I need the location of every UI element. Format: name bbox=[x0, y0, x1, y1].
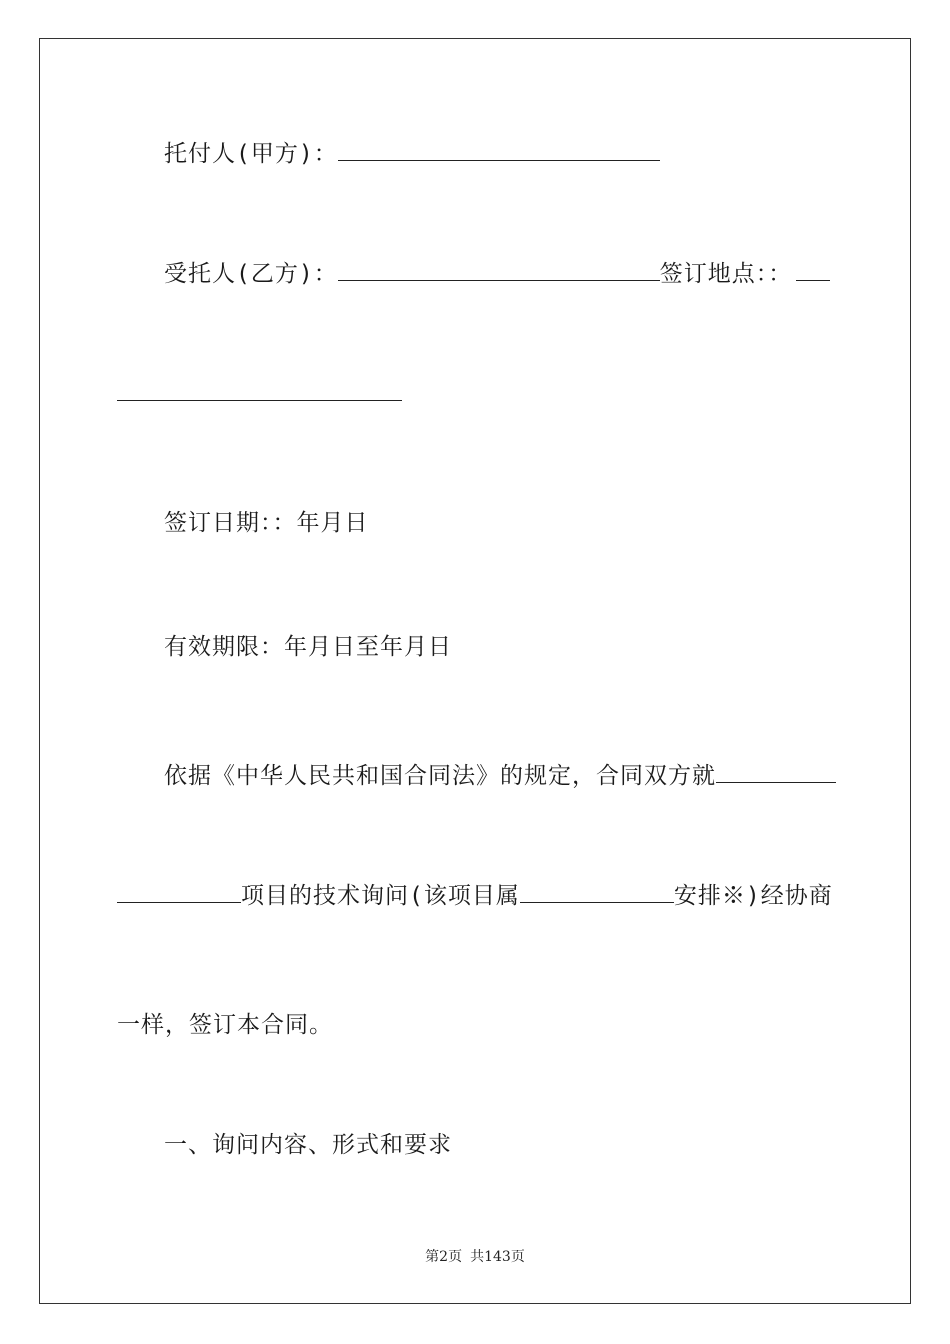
page-number: 第2页 bbox=[425, 1249, 463, 1265]
legal-basis-line bbox=[164, 760, 836, 791]
client-party-label: 托付人(甲方)： bbox=[164, 141, 338, 167]
legal-basis-text: 依据《中华人民共和国合同法》的规定，合同双方就 bbox=[164, 763, 716, 789]
project-plan-blank[interactable] bbox=[520, 880, 674, 903]
trustee-party-line bbox=[164, 258, 830, 289]
sign-date-line: 签订日期：：年月日 bbox=[164, 510, 369, 536]
project-name-blank-start[interactable] bbox=[716, 760, 836, 783]
client-party-line bbox=[164, 138, 660, 169]
project-text: 项目的技术询问(该项目属 bbox=[241, 883, 520, 909]
client-party-blank[interactable] bbox=[338, 138, 660, 161]
validity-period-line: 有效期限：年月日至年月日 bbox=[164, 634, 452, 660]
trustee-party-label: 受托人(乙方)： bbox=[164, 261, 338, 287]
total-pages: 共143页 bbox=[470, 1249, 525, 1265]
project-line bbox=[117, 880, 833, 911]
sign-place-blank[interactable] bbox=[117, 378, 402, 401]
sign-place-label: 签订地点：： bbox=[659, 261, 793, 287]
project-plan-text: 安排※)经协商 bbox=[673, 883, 833, 909]
page-footer bbox=[0, 1246, 950, 1266]
agreement-line: 一样，签订本合同。 bbox=[117, 1012, 333, 1038]
page-frame bbox=[39, 38, 911, 1304]
sign-place-blank-start[interactable] bbox=[796, 258, 830, 281]
section-heading: 一、询问内容、形式和要求 bbox=[164, 1132, 452, 1158]
trustee-party-blank[interactable] bbox=[338, 258, 660, 281]
sign-place-continuation-line bbox=[117, 378, 402, 409]
project-name-blank[interactable] bbox=[117, 880, 241, 903]
